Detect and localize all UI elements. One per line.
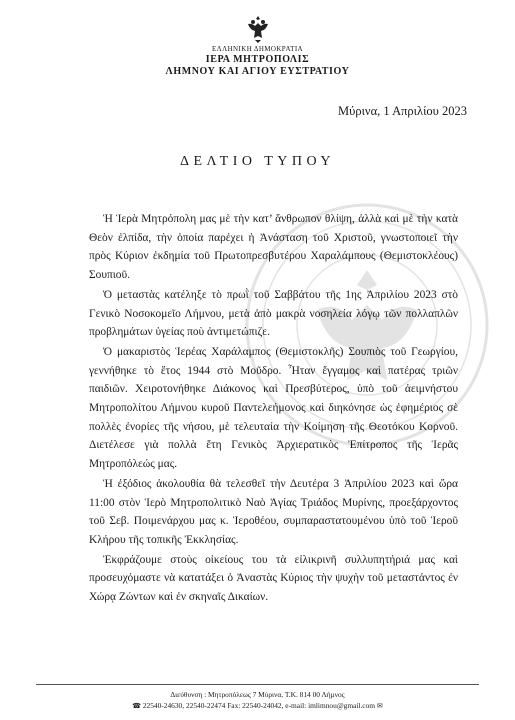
footer-address: Διεύθυνση : Μητροπόλεως 7 Μύρινα, Τ.Κ. 814 00 Λήμνος — [170, 690, 345, 699]
phone-icon: ☎ — [132, 702, 141, 710]
header-country: ΕΛΛΗΝΙΚΗ ΔΗΜΟΚΡΑΤΙΑ — [211, 45, 304, 53]
document-body — [89, 210, 458, 607]
paragraph-funeral: Ἡ ἐξόδιος ἀκολουθία θὰ τελεσθεῖ τὴν Δευτέρα 3 Ἀπριλίου 2023 καὶ ὥρα 11:00 στὸν Ἱερὸ Μητροπολιτικὸ Ναὸ Ἁγίας Τριάδος Μυρίνης, προεξάρχοντος τοῦ Σεβ. Ποιμενάρχου μας κ. Ἱεροθέου, συμπαραστατουμένου ὑπὸ τοῦ Ἱεροῦ Κλήρου τῆς τοπικῆς Ἐκκλησίας. — [89, 477, 458, 546]
document-date: Μύρινα, 1 Απριλίου 2023 — [338, 104, 467, 118]
double-headed-eagle-icon — [246, 14, 270, 44]
footer-divider — [36, 684, 479, 685]
header-organization: ΙΕΡΑ ΜΗΤΡΟΠΟΛΙΣ — [205, 54, 310, 65]
header-diocese: ΛΗΜΝΟΥ ΚΑΙ ΑΓΙΟΥ ΕΥΣΤΡΑΤΙΟΥ — [165, 66, 350, 77]
paragraph-death-details: Ὁ μεταστὰς κατέληξε τὸ πρωῒ τοῦ Σαββάτου τῆς 1ης Ἀπριλίου 2023 στὸ Γενικὸ Νοσοκομεῖο Λήμνου, μετὰ ἀπὸ μακρὰ νοσηλεία λόγῳ τῶν πολλαπλῶν προβλημάτων ὑγείας ποὺ ἀντιμετώπιζε. — [89, 288, 458, 339]
paragraph-biography: Ὁ μακαριστὸς Ἱερέας Χαράλαμπος (Θεμιστοκλῆς) Σουπιὸς τοῦ Γεωργίου, γεννήθηκε τὸ ἔτος 1944 στὸ Μοῦδρο. Ἦταν ἔγγαμος καὶ πατέρας τριῶν παιδιῶν. Χειροτονήθηκε Διάκονος καὶ Πρεσβύτερος, ὑπὸ τοῦ ἀειμνήστου Μητροπολίτου Λήμνου κυροῦ Παντελεήμονος καὶ διηκόνησε ὡς ἐφημέριος σὲ πολλὲς ἐνορίες τῆς νήσου, μὲ τελευταία τὴν Κοίμηση τῆς Θεοτόκου Κορνοῦ. Διετέλεσε γιὰ πολλὰ ἔτη Γενικὸς Ἀρχιερατικὸς Ἐπίτροπος τῆς Ἱερᾶς Μητροπόλεώς μας. — [89, 345, 458, 471]
email-icon: ✉ — [376, 702, 383, 710]
document-title: ΔΕΛΤΙΟ ΤΥΠΟΥ — [179, 154, 336, 169]
footer-contact-text: 22540-24630, 22540-22474 Fax: 22540-24042, e-mail: imlimnou@gmail.com — [142, 701, 376, 710]
footer-contact — [0, 701, 515, 710]
paragraph-condolences: Ἐκφράζουμε στοὺς οἰκείους του τὰ εἰλικρινῆ συλλυπητήριά μας καὶ προσευχόμαστε νὰ κατατάξει ὁ Ἀναστὰς Κύριος τὴν ψυχὴν τοῦ μεταστάντος ἐν Χώρᾳ Ζώντων καὶ ἐν σκηναῖς Δικαίων. — [89, 553, 458, 604]
paragraph-announcement: Ἡ Ἱερὰ Μητρόπολη μας μὲ τὴν κατ’ ἄνθρωπον θλίψη, ἀλλὰ καὶ μὲ τὴν κατὰ Θεὸν ἐλπίδα, τὴν ὁποία παρέχει ἡ Ἀνάσταση τοῦ Χριστοῦ, γνωστοποιεῖ τὴν πρὸς Κύριον ἐκδημία τοῦ Πρωτοπρεσβυτέρου Χαραλάμπους (Θεμιστοκλέους) Σουπιοῦ. — [89, 213, 458, 282]
